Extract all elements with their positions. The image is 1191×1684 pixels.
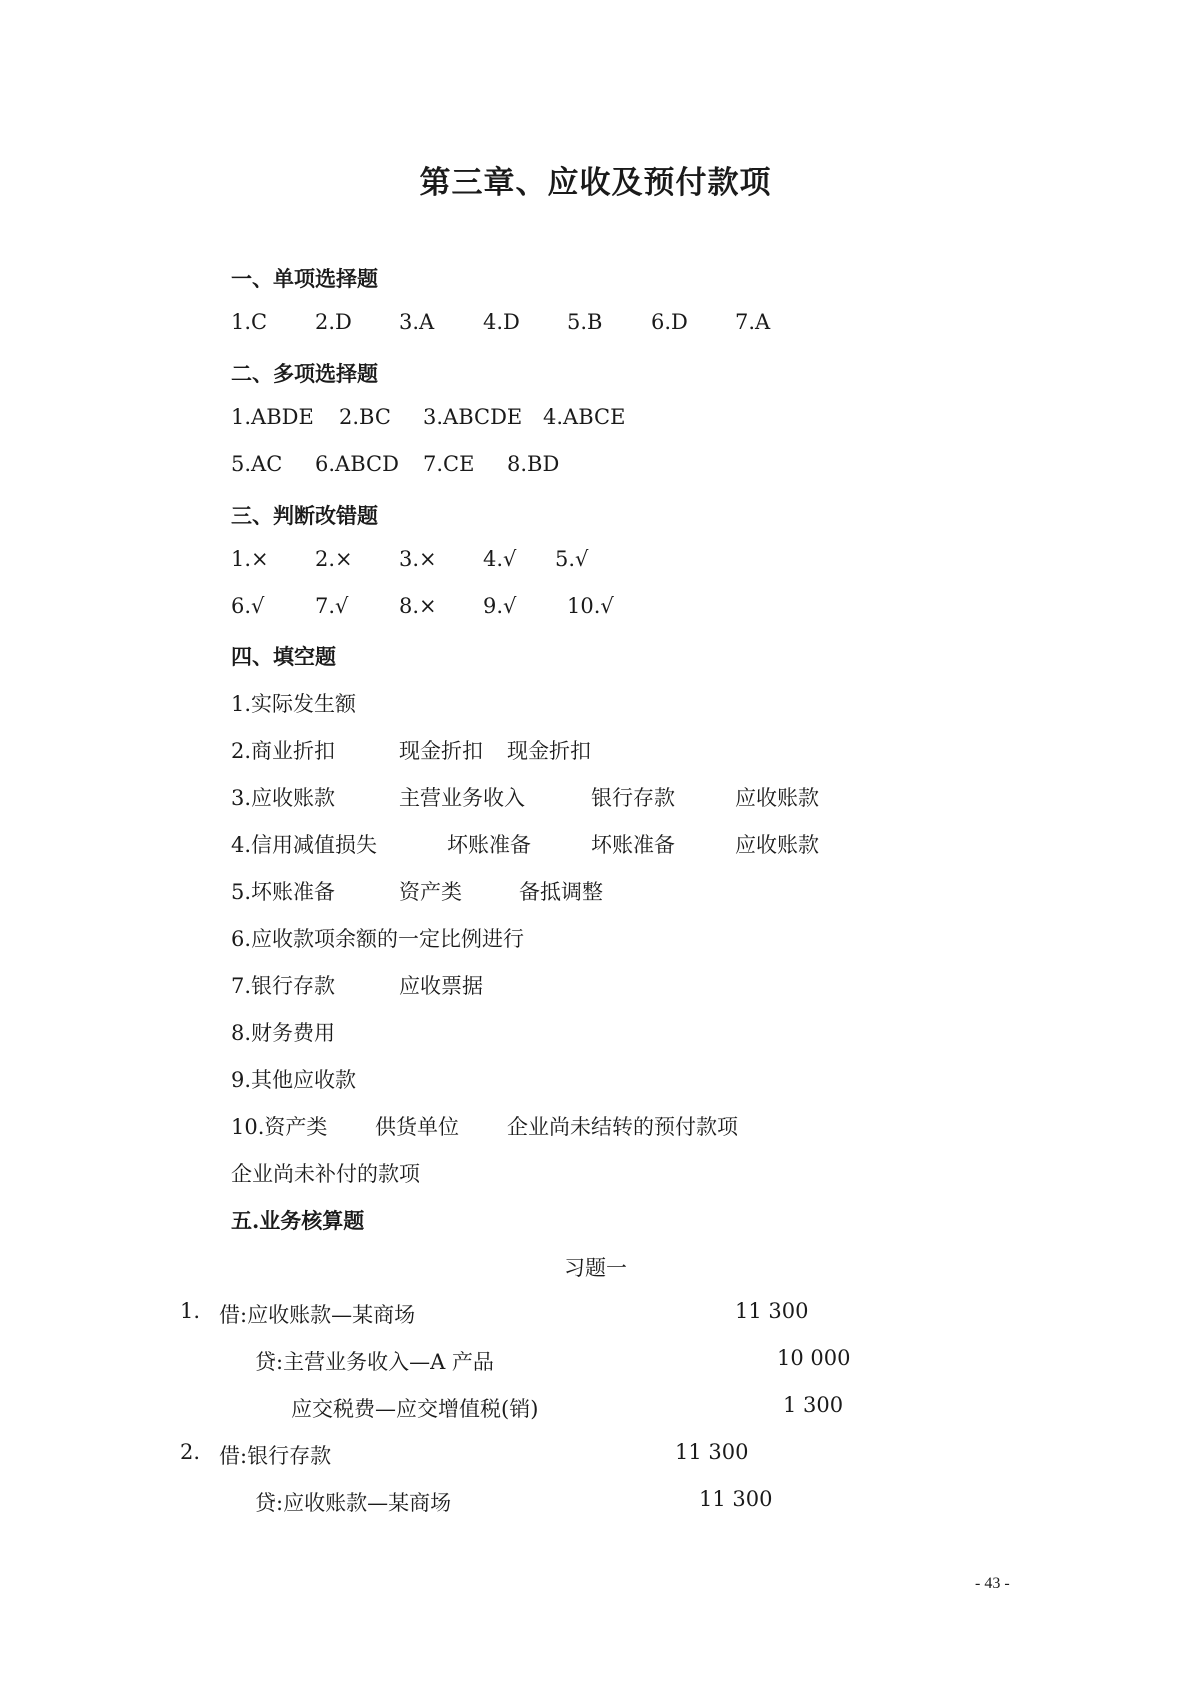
fill-item: 银行存款 <box>591 786 675 810</box>
fill-item: 应收账款 <box>735 786 819 810</box>
fill-item: 7.银行存款 <box>231 974 336 998</box>
answer-item: 1.ABDE <box>231 405 314 429</box>
answer-item: 6.√ <box>231 594 265 618</box>
fill-item: 企业尚未补付的款项 <box>231 1162 420 1186</box>
entry-amount: 1 300 <box>783 1393 844 1417</box>
answer-item: 7.CE <box>423 452 475 476</box>
exercise-title: 习题一 <box>564 1256 627 1280</box>
answer-item: 1.C <box>231 310 268 334</box>
entry-amount: 10 000 <box>777 1346 851 1370</box>
fill-item: 4.信用减值损失 <box>231 833 378 857</box>
answer-item: 8.BD <box>507 452 560 476</box>
section-heading-single-choice: 一、单项选择题 <box>231 266 378 291</box>
answer-item: 3.× <box>399 547 437 571</box>
fill-item: 1.实际发生额 <box>231 692 357 716</box>
section-heading-accounting: 五.业务核算题 <box>231 1208 365 1233</box>
fill-item: 3.应收账款 <box>231 786 336 810</box>
answer-item: 10.√ <box>567 594 614 618</box>
answer-item: 4.ABCE <box>543 405 626 429</box>
answer-item: 4.D <box>483 310 520 334</box>
fill-item: 10.资产类 <box>231 1115 328 1139</box>
fill-item: 资产类 <box>399 880 462 904</box>
answer-item: 2.× <box>315 547 353 571</box>
fill-item: 坏账准备 <box>447 833 531 857</box>
entry-text: 贷:主营业务收入—A 产品 <box>255 1350 494 1374</box>
entry-amount: 11 300 <box>675 1440 749 1464</box>
entry-amount: 11 300 <box>699 1487 773 1511</box>
fill-item: 现金折扣 <box>507 739 591 763</box>
fill-item: 坏账准备 <box>591 833 675 857</box>
fill-item: 9.其他应收款 <box>231 1068 357 1092</box>
entry-number: 1. <box>180 1299 201 1323</box>
entry-text: 应交税费—应交增值税(销) <box>291 1397 539 1421</box>
entry-text: 借:应收账款—某商场 <box>219 1303 416 1327</box>
fill-item: 6.应收款项余额的一定比例进行 <box>231 927 525 951</box>
entry-text: 贷:应收账款—某商场 <box>255 1491 452 1515</box>
answer-item: 7.√ <box>315 594 349 618</box>
answer-item: 7.A <box>735 310 771 334</box>
fill-item: 应收票据 <box>399 974 483 998</box>
page-title: 第三章、应收及预付款项 <box>419 165 772 201</box>
entry-number: 2. <box>180 1440 201 1464</box>
answer-item: 2.BC <box>339 405 391 429</box>
answer-item: 6.D <box>651 310 688 334</box>
fill-item: 8.财务费用 <box>231 1021 336 1045</box>
answer-item: 4.√ <box>483 547 517 571</box>
entry-amount: 11 300 <box>735 1299 809 1323</box>
fill-item: 5.坏账准备 <box>231 880 336 904</box>
section-heading-multiple-choice: 二、多项选择题 <box>231 361 378 386</box>
answer-item: 5.AC <box>231 452 283 476</box>
section-heading-true-false: 三、判断改错题 <box>231 503 378 528</box>
fill-item: 企业尚未结转的预付款项 <box>507 1115 738 1139</box>
fill-item: 应收账款 <box>735 833 819 857</box>
fill-item: 备抵调整 <box>519 880 603 904</box>
fill-item: 供货单位 <box>375 1115 459 1139</box>
answer-item: 1.× <box>231 547 269 571</box>
fill-item: 2.商业折扣 <box>231 739 336 763</box>
fill-item: 现金折扣 <box>399 739 483 763</box>
answer-item: 6.ABCD <box>315 452 399 476</box>
answer-item: 2.D <box>315 310 352 334</box>
answer-item: 3.A <box>399 310 435 334</box>
answer-item: 9.√ <box>483 594 517 618</box>
page-number: - 43 - <box>975 1575 1010 1592</box>
answer-item: 5.√ <box>555 547 589 571</box>
section-heading-fill-blank: 四、填空题 <box>231 644 336 669</box>
answer-item: 5.B <box>567 310 603 334</box>
answer-item: 8.× <box>399 594 437 618</box>
entry-text: 借:银行存款 <box>219 1444 332 1468</box>
answer-item: 3.ABCDE <box>423 405 523 429</box>
fill-item: 主营业务收入 <box>399 786 525 810</box>
